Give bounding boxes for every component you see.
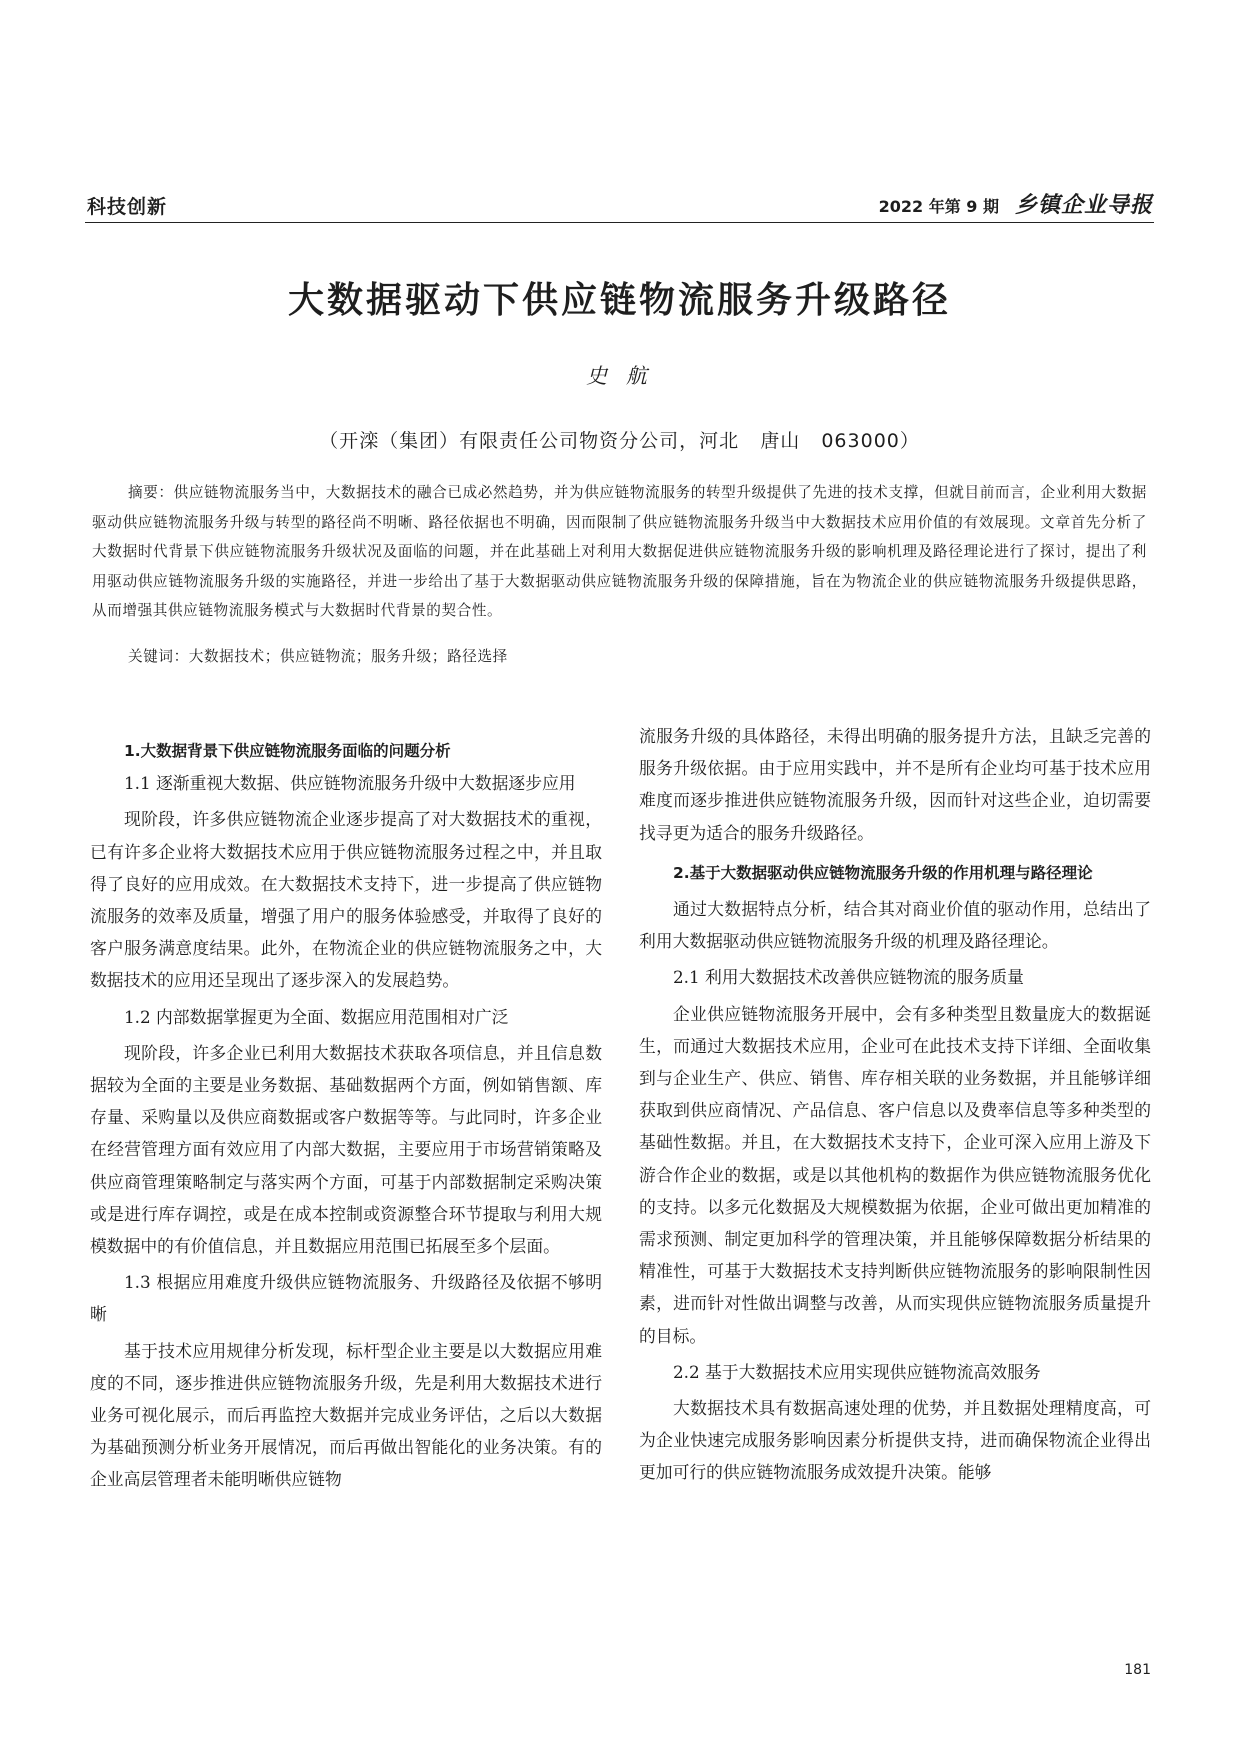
left-column [90,735,602,1496]
paragraph: 大数据技术具有数据高速处理的优势，并且数据处理精度高，可为企业快速完成服务影响因素分析提供支持，进而确保物流企业得出更加可行的供应链物流服务成效提升决策。能够 [639,1398,1151,1483]
paragraph: 企业供应链物流服务开展中，会有多种类型且数量庞大的数据诞生，而通过大数据技术应用，企业可在此技术支持下详细、全面收集到与企业生产、供应、销售、库存相关联的业务数据，并且能够详细获取到供应商情况、产品信息、客户信息以及费率信息等多种类型的基础性数据。并且，在大数据技术支持下，企业可深入应用上游及下游合作企业的数据，或是以其他机构的数据作为供应链物流服务优化的支持。以多元化数据及大规模数据为依据，企业可做出更加精准的需求预测、制定更加科学的管理决策，并且能够保障数据分析结果的精准性，可基于大数据技术支持判断供应链物流服务的影响限制性因素，进而针对性做出调整与改善，从而实现供应链物流服务质量提升的目标。 [639,1003,1151,1346]
page-number: 181 [1124,1662,1151,1678]
article-title: 大数据驱动下供应链物流服务升级路径 [287,280,951,321]
paragraph-continued: 流服务升级的具体路径，未得出明确的服务提升方法，且缺乏完善的服务升级依据。由于应用实践中，并不是所有企业均可基于技术应用难度而逐步推进供应链物流服务升级，因而针对这些企业，迫切需要找寻更为适合的服务升级路径。 [639,726,1151,843]
section-label: 科技创新 [87,196,168,218]
right-column [639,720,1151,1489]
section-heading-1: 1.大数据背景下供应链物流服务面临的问题分析 [124,742,451,760]
journal-header [879,188,1153,219]
section-heading-2: 2.基于大数据驱动供应链物流服务升级的作用机理与路径理论 [673,863,1093,882]
paragraph: 通过大数据特点分析，结合其对商业价值的驱动作用，总结出了利用大数据驱动供应链物流服务升级的机理及路径理论。 [639,899,1151,952]
issue-label: 2022 年第 9 期 [878,197,999,216]
paragraph: 现阶段，许多企业已利用大数据技术获取各项信息，并且信息数据较为全面的主要是业务数据、基础数据两个方面，例如销售额、库存量、采购量以及供应商数据或客户数据等等。与此同时，许多企业在经营管理方面有效应用了内部大数据，主要应用于市场营销策略及供应商管理策略制定与落实两个方面，可基于内部数据制定采购决策或是进行库存调控，或是在成本控制或资源整合环节提取与利用大规模数据中的有价值信息，并且数据应用范围已拓展至多个层面。 [90,1042,602,1257]
author-name: 史 航 [586,364,653,388]
subsection-heading-2-1: 2.1 利用大数据技术改善供应链物流的服务质量 [673,967,1024,988]
subsection-heading-2-2: 2.2 基于大数据技术应用实现供应链物流高效服务 [673,1361,1041,1382]
abstract: 摘要：供应链物流服务当中，大数据技术的融合已成必然趋势，并为供应链物流服务的转型升级提供了先进的技术支撑，但就目前而言，企业利用大数据驱动供应链物流服务升级与转型的路径尚不明晰、路径依据也不明确，因而限制了供应链物流服务升级当中大数据技术应用价值的有效展现。文章首先分析了大数据时代背景下供应链物流服务升级状况及面临的问题，并在此基础上对利用大数据促进供应链物流服务升级的影响机理及路径理论进行了探讨，提出了利用驱动供应链物流服务升级的实施路径，并进一步给出了基于大数据驱动供应链物流服务升级的保障措施，旨在为物流企业的供应链物流服务升级提供思路，从而增强其供应链物流服务模式与大数据时代背景的契合性。 [92,484,1147,619]
header-divider [85,222,1154,223]
journal-name: 乡镇企业导报 [1014,193,1153,218]
author-affiliation: （开滦（集团）有限责任公司物资分公司，河北 唐山 063000） [319,430,920,452]
subsection-heading-1-1: 1.1 逐渐重视大数据、供应链物流服务升级中大数据逐步应用 [124,773,576,794]
subsection-heading-1-2: 1.2 内部数据掌握更为全面、数据应用范围相对广泛 [124,1006,509,1027]
paragraph: 基于技术应用规律分析发现，标杆型企业主要是以大数据应用难度的不同，逐步推进供应链物流服务升级，先是利用大数据技术进行业务可视化展示，而后再监控大数据并完成业务评估，之后以大数据为基础预测分析业务开展情况，而后再做出智能化的业务决策。有的企业高层管理者未能明晰供应链物 [90,1340,602,1490]
paragraph: 现阶段，许多供应链物流企业逐步提高了对大数据技术的重视，已有许多企业将大数据技术应用于供应链物流服务过程之中，并且取得了良好的应用成效。在大数据技术支持下，进一步提高了供应链物流服务的效率及质量，增强了用户的服务体验感受，并取得了良好的客户服务满意度结果。此外，在物流企业的供应链物流服务之中，大数据技术的应用还呈现出了逐步深入的发展趋势。 [90,809,602,991]
subsection-heading-1-3: 1.3 根据应用难度升级供应链物流服务、升级路径及依据不够明晰 [90,1272,602,1325]
keywords: 关键词：大数据技术；供应链物流；服务升级；路径选择 [128,648,508,665]
